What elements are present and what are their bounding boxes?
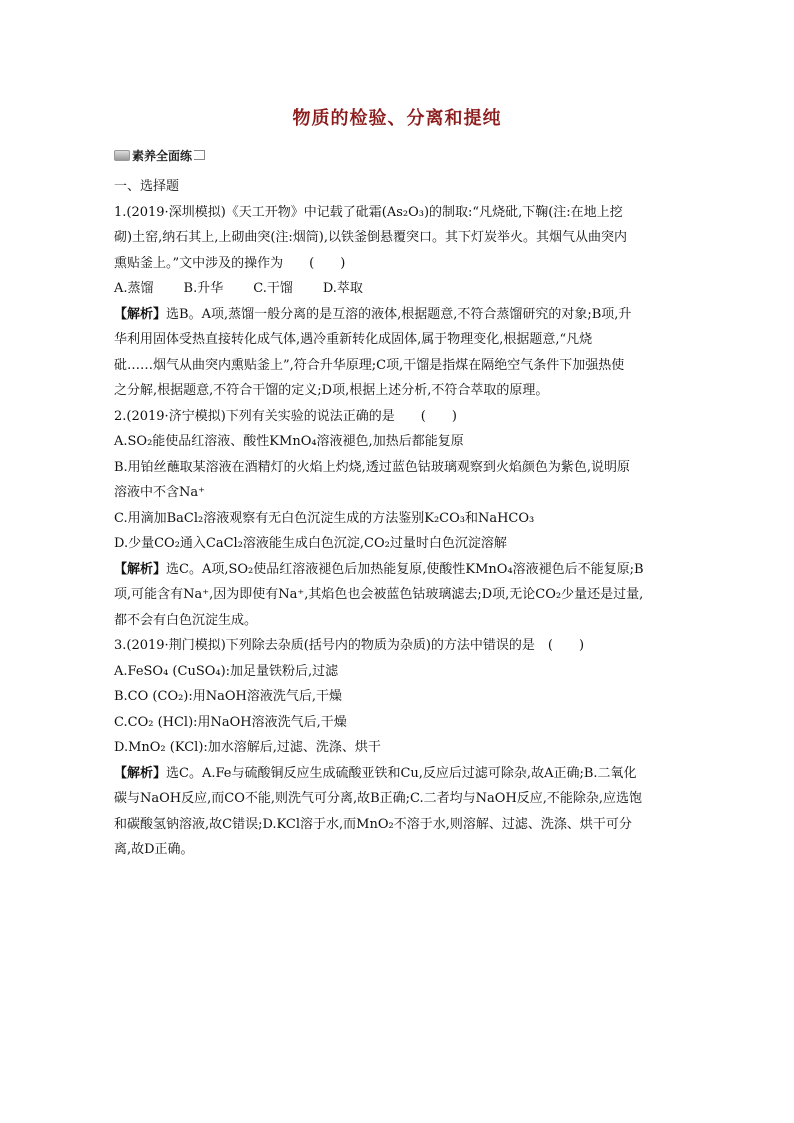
part-heading: 一、选择题 <box>114 179 180 194</box>
q2-answer-text: 选C。A项,SO₂使品红溶液褪色后加热能复原,使酸性KMnO₄溶液褪色后不能复原;B <box>166 561 644 577</box>
q3-answer-line: 离,故D正确。 <box>114 842 194 857</box>
section-label: 素养全面练 <box>132 148 193 163</box>
question-2 <box>114 404 686 634</box>
q2-option-d: D.少量CO₂通入CaCl₂溶液能生成白色沉淀,CO₂过量时白色沉淀溶解 <box>114 536 507 551</box>
q2-answer-line <box>114 557 686 583</box>
q1-line: 砌)土窑,纳石其上,上砌曲突(注:烟筒),以铁釜倒悬覆突口。其下灯炭举火。其烟气从曲突内 <box>114 230 627 245</box>
question-3 <box>114 633 686 863</box>
q1-options <box>114 276 686 302</box>
q1-answer-line: 砒……烟气从曲突内熏贴釜上”,符合升华原理;C项,干馏是指煤在隔绝空气条件下加强热使 <box>114 357 625 373</box>
q1-line: 熏贴釜上。”文中涉及的操作为 ( ) <box>114 255 346 271</box>
q1-option-c: C.干馏 <box>253 281 293 296</box>
question-1 <box>114 200 686 404</box>
q2-line: 2.(2019·济宁模拟)下列有关实验的说法正确的是 ( ) <box>114 408 457 424</box>
q3-answer-line: 碳与NaOH反应,而CO不能,则洗气可分离,故B正确;C.二者均与NaOH反应,不能除杂,应选饱 <box>114 791 643 806</box>
q3-line: 3.(2019·荆门模拟)下列除去杂质(括号内的物质为杂质)的方法中错误的是 ( ) <box>114 638 585 653</box>
q2-answer-line: 都不会有白色沉淀生成。 <box>114 612 258 628</box>
q1-line: 1.(2019·深圳模拟)《天工开物》中记载了砒霜(As₂O₃)的制取:“凡烧砒,下鞠(注:在地上挖 <box>114 204 623 220</box>
q2-answer-line: 项,可能含有Na⁺,因为即使有Na⁺,其焰色也会被蓝色钴玻璃滤去;D项,无论CO₂少量还是过量, <box>114 587 644 602</box>
q3-answer-line: 和碳酸氢钠溶液,故C错误;D.KCl溶于水,而MnO₂不溶于水,则溶解、过滤、洗涤、烘干可分 <box>114 816 632 832</box>
book-icon <box>114 150 130 161</box>
q3-answer-text: 选C。A.Fe与硫酸铜反应生成硫酸亚铁和Cu,反应后过滤可除杂,故A正确;B.二氧化 <box>166 765 637 781</box>
q3-option-d: D.MnO₂ (KCl):加水溶解后,过滤、洗涤、烘干 <box>114 740 381 755</box>
q1-option-a: A.蒸馏 <box>114 281 154 296</box>
section-badge <box>114 146 205 164</box>
q2-option-b-cont: 溶液中不含Na⁺ <box>114 485 205 500</box>
q2-option-c: C.用滴加BaCl₂溶液观察有无白色沉淀生成的方法鉴别K₂CO₃和NaHCO₃ <box>114 510 535 526</box>
q3-option-c: C.CO₂ (HCl):用NaOH溶液洗气后,干燥 <box>114 714 347 730</box>
q1-answer-text: 选B。A项,蒸馏一般分离的是互溶的液体,根据题意,不符合蒸馏研究的对象;B项,升 <box>166 306 632 322</box>
bracket-icon <box>194 150 205 160</box>
q3-option-a: A.FeSO₄ (CuSO₄):加足量铁粉后,过滤 <box>114 663 339 679</box>
q1-option-b: B.升华 <box>183 281 224 296</box>
q1-answer-line <box>114 302 686 328</box>
analysis-tag: 【解析】 <box>114 306 167 322</box>
analysis-tag: 【解析】 <box>114 765 167 781</box>
analysis-tag: 【解析】 <box>114 561 167 577</box>
q1-answer-line: 华利用固体受热直接转化成气体,遇冷重新转化成固体,属于物理变化,根据题意,“凡烧 <box>114 332 593 347</box>
content <box>114 174 686 863</box>
q1-answer-line: 之分解,根据题意,不符合干馏的定义;D项,根据上述分析,不符合萃取的原理。 <box>114 383 549 398</box>
page-title: 物质的检验、分离和提纯 <box>292 108 502 129</box>
q2-option-a: A.SO₂能使品红溶液、酸性KMnO₄溶液褪色,加热后都能复原 <box>114 434 464 449</box>
q3-answer-line <box>114 761 686 787</box>
q3-option-b: B.CO (CO₂):用NaOH溶液洗气后,干燥 <box>114 689 343 704</box>
q1-option-d: D.萃取 <box>322 281 363 296</box>
q2-option-b: B.用铂丝蘸取某溶液在酒精灯的火焰上灼烧,透过蓝色钴玻璃观察到火焰颜色为紫色,说明原 <box>114 459 630 475</box>
